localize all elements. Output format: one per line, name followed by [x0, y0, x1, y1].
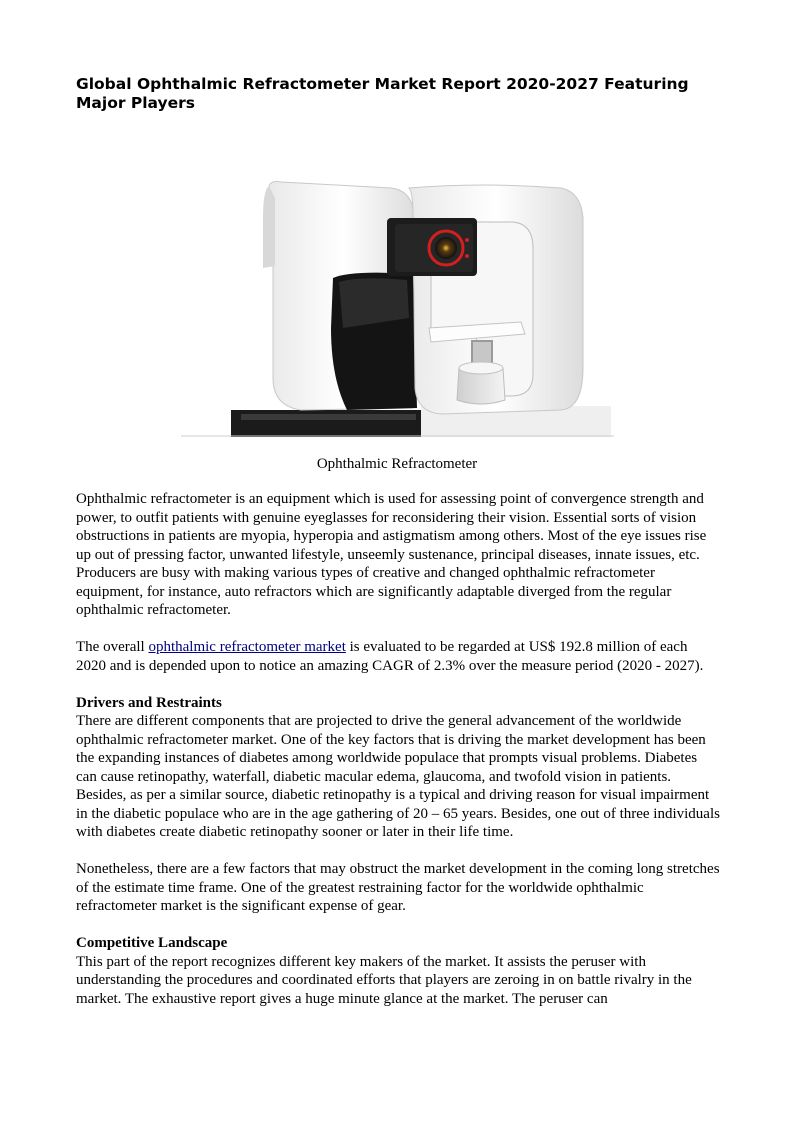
market-text-after: is evaluated to be regarded at US$ 192.8 million of each 2020 and is depended upon to notice an amazing CAGR of 2.3% over the measure period (2020 - 2027). — [76, 639, 704, 674]
restraints-paragraph: Nonetheless, there are a few factors that may obstruct the market development in the coming long stretches of the estimate time frame. One of the greatest restraining factor for the worldwide ophthalmic refractometer market is the significant expense of gear. — [76, 861, 720, 914]
market-text-before: The overall — [76, 639, 149, 655]
drivers-paragraph: There are different components that are projected to drive the general advancement of the worldwide ophthalmic refractometer market. One of the key factors that is driving the market development has been the expanding instances of diabetes among worldwide populace that prompts visual problems. Diabetes can cause retinopathy, waterfall, diabetic macular edema, glaucoma, and twofold vision in patients. Besides, as per a similar source, diabetic retinopathy is a typical and driving reason for visual impairment in the diabetic populace who are in the age gathering of 20 – 65 years. Besides, one out of three individuals with diabetes create diabetic retinopathy sooner or later in their life time. — [76, 713, 720, 840]
page-title: Global Ophthalmic Refractometer Market Report 2020-2027 Featuring Major Players — [76, 75, 689, 112]
article-body — [76, 490, 721, 1027]
intro-paragraph: Ophthalmic refractometer is an equipment which is used for assessing point of convergence strength and power, to outfit patients with genuine eyeglasses for reconsidering their vision. Essential sorts of vision obstructions in patients are myopia, hyperopia and astigmatism among others. Most of the eye issues rise up out of pressing factor, unwanted lifestyle, unseemly sustenance, principal diseases, innate issues, etc. Producers are busy with making various types of creative and changed ophthalmic refractometer equipment, for instance, auto refractors which are significantly adaptable diverged from the regular ophthalmic refractometer. — [76, 491, 707, 618]
drivers-heading: Drivers and Restraints — [76, 694, 222, 711]
figure-caption: Ophthalmic Refractometer — [316, 456, 478, 472]
market-link[interactable]: ophthalmic refractometer market — [148, 639, 346, 655]
competitive-paragraph: This part of the report recognizes different key makers of the market. It assists the peruser with understanding the procedures and coordinated efforts that players are zeroing in on battle rivalry in the market. The exhaustive report gives a huge minute glance at the market. The peruser can — [76, 953, 692, 1007]
refractometer-image — [181, 178, 614, 437]
competitive-heading: Competitive Landscape — [76, 935, 228, 951]
market-paragraph — [76, 638, 721, 675]
